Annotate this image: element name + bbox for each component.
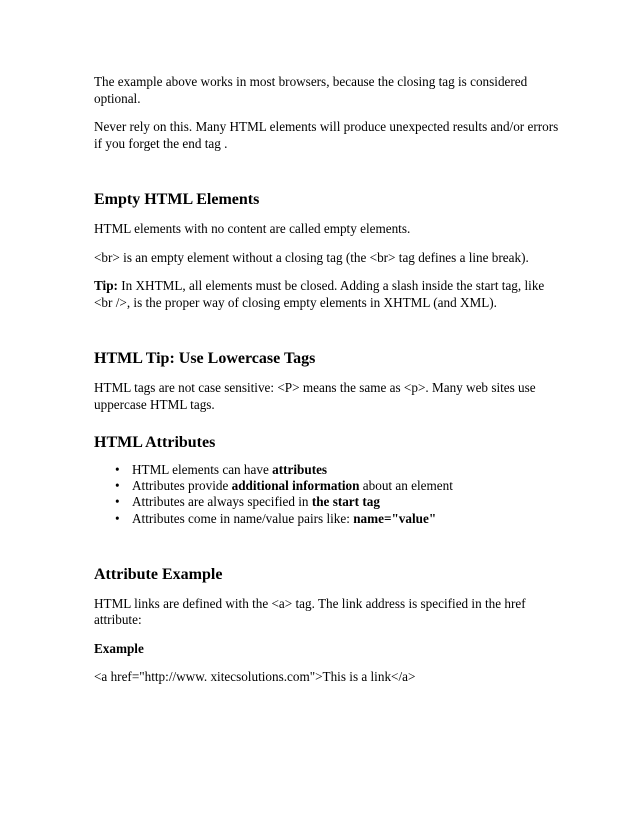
list-item: • Attributes provide additional information about an element [115, 478, 453, 494]
document-page [94, 74, 564, 686]
heading-html-attributes: HTML Attributes [94, 434, 216, 451]
bullet-glyph: • [115, 510, 120, 526]
list-item: • Attributes are always specified in the start tag [115, 494, 380, 510]
paragraph-br-element: <br> is an empty element without a closing tag (the <br> tag defines a line break). [94, 249, 529, 265]
tip-label: Tip: [94, 278, 118, 293]
bullet-glyph: • [115, 478, 120, 494]
heading-empty-elements: Empty HTML Elements [94, 191, 260, 208]
tip-text: In XHTML, all elements must be closed. Adding a slash inside the start tag, like <br />, is the proper way of closing empty elements in XHTML (and XML). [94, 278, 545, 310]
heading-attribute-example: Attribute Example [94, 565, 223, 583]
code-example-anchor: <a href="http://www. xitecsolutions.com">This is a link</a> [94, 669, 416, 685]
bullet-glyph: • [115, 494, 120, 510]
bullet-glyph: • [115, 462, 120, 477]
paragraph-closing-tag-optional: The example above works in most browsers, because the closing tag is considered optional. [94, 74, 528, 106]
example-label: Example [94, 640, 144, 656]
attributes-list [94, 462, 564, 527]
heading-lowercase-tags: HTML Tip: Use Lowercase Tags [94, 350, 316, 367]
paragraph-never-rely: Never rely on this. Many HTML elements will produce unexpected results and/or errors if you forget the end tag . [94, 119, 559, 151]
paragraph-tip-xhtml [94, 278, 564, 311]
paragraph-empty-elements-def: HTML elements with no content are called empty elements. [94, 221, 411, 236]
paragraph-case-sensitivity: HTML tags are not case sensitive: <P> means the same as <p>. Many web sites use uppercase HTML tags. [94, 380, 536, 412]
list-item: • HTML elements can have attributes [115, 462, 328, 477]
paragraph-link-definition: HTML links are defined with the <a> tag. The link address is specified in the href attribute: [94, 595, 526, 628]
list-item: • Attributes come in name/value pairs like: name="value" [115, 510, 437, 526]
